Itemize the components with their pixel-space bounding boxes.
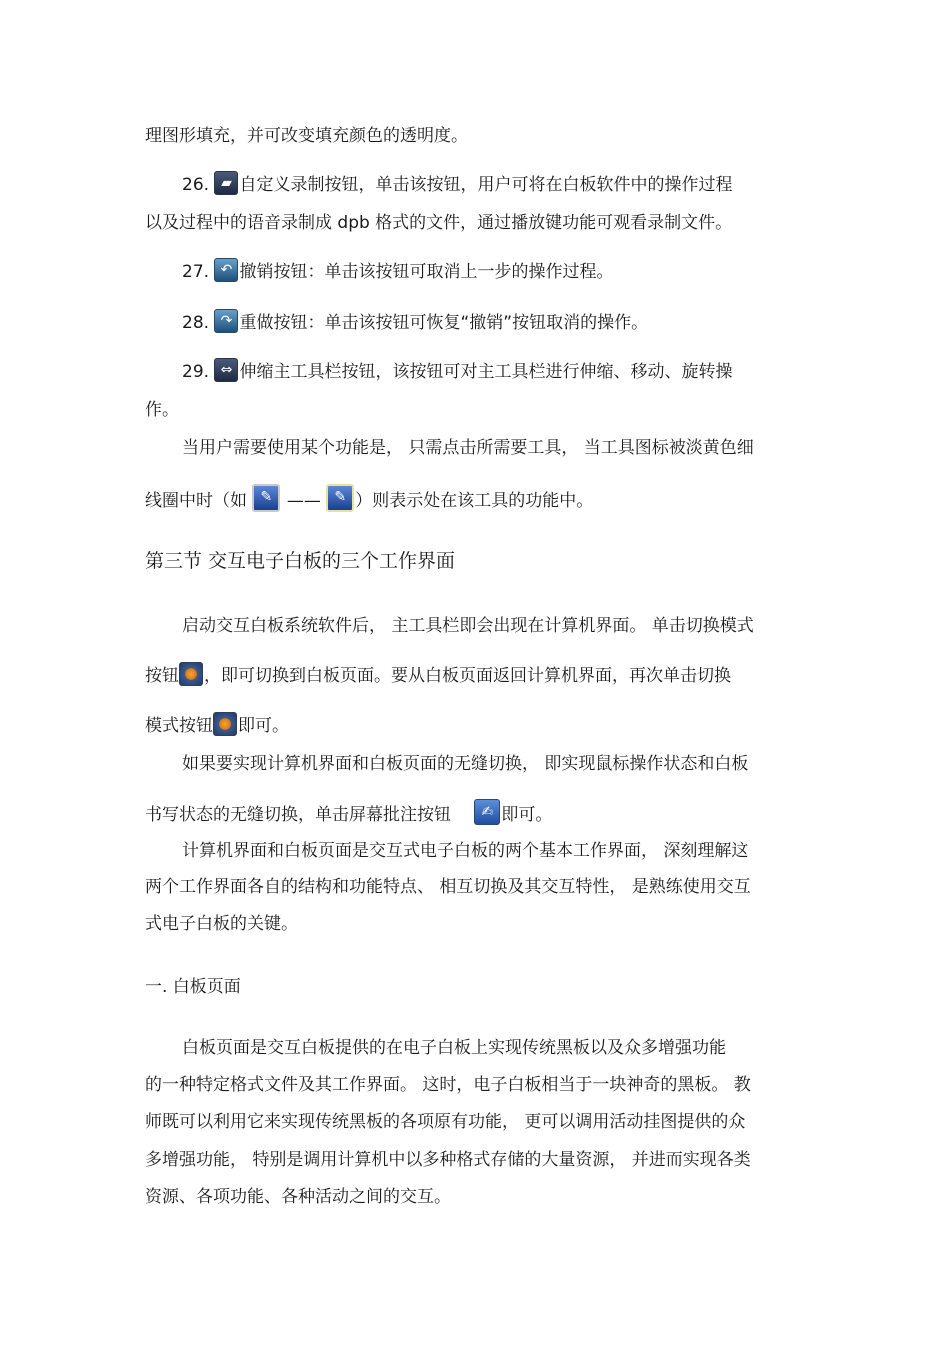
item-text: 重做按钮：单击该按钮可恢复“撤销”按钮取消的操作。 (239, 313, 649, 333)
text-line: 师既可以利用它来实现传统黑板的各项原有功能， 更可以调用活动挂图提供的众 (145, 1112, 746, 1132)
text-line: 如果要实现计算机界面和白板页面的无缝切换， 即实现鼠标操作状态和白板 (182, 754, 749, 774)
item-number: 27. (182, 262, 210, 282)
text-line: 作。 (145, 400, 179, 420)
item-text: 撤销按钮：单击该按钮可取消上一步的操作过程。 (239, 262, 614, 282)
item-number: 29. (182, 362, 210, 382)
text-line: 两个工作界面各自的结构和功能特点、 相互切换及其交互特性， 是熟练使用交互 (145, 877, 751, 897)
pen-tool-selected-icon: ✎ (326, 484, 354, 512)
undo-icon[interactable]: ↶ (214, 258, 238, 282)
text-fragment: 即可。 (501, 805, 553, 825)
screen-annotation-icon[interactable]: ✍ (474, 799, 500, 825)
text-fragment: ，即可切换到白板页面。要从白板页面返回计算机界面，再次单击切换 (204, 666, 731, 686)
text-line (145, 662, 731, 688)
list-item-27 (182, 258, 613, 284)
switch-mode-icon[interactable] (179, 662, 203, 686)
text-fragment: —— (286, 491, 321, 511)
text-fragment: 即可。 (238, 716, 289, 736)
text-line: 以及过程中的语音录制成 dpb 格式的文件，通过播放键功能可观看录制文件。 (145, 213, 733, 233)
list-item-26 (182, 171, 732, 197)
item-text: 自定义录制按钮，单击该按钮，用户可将在白板软件中的操作过程 (239, 175, 733, 195)
text-line (145, 799, 552, 827)
pen-tool-icon: ✎ (252, 484, 280, 512)
text-fragment: 书写状态的无缝切换，单击屏幕批注按钮 (145, 805, 451, 825)
text-line: 理图形填充，并可改变填充颜色的透明度。 (145, 126, 468, 146)
text-line (145, 484, 593, 513)
text-line: 多增强功能， 特别是调用计算机中以多种格式存储的大量资源， 并进而实现各类 (145, 1150, 751, 1170)
section-heading: 第三节 交互电子白板的三个工作界面 (145, 550, 456, 572)
text-line (145, 712, 289, 738)
text-fragment: ）则表示处在该工具的功能中。 (355, 491, 594, 511)
text-line: 计算机界面和白板页面是交互式电子白板的两个基本工作界面， 深刻理解这 (182, 841, 749, 861)
text-line: 式电子白板的关键。 (145, 914, 298, 934)
item-number: 28. (182, 313, 210, 333)
text-fragment: 线圈中时（如 (145, 491, 247, 511)
text-line: 资源、各项功能、各种活动之间的交互。 (145, 1187, 451, 1207)
item-number: 26. (182, 175, 210, 195)
text-line: 的一种特定格式文件及其工作界面。 这时，电子白板相当于一块神奇的黑板。 教 (145, 1075, 751, 1095)
text-fragment: 按钮 (145, 666, 179, 686)
switch-mode-icon[interactable] (213, 712, 237, 736)
toolbar-collapse-icon[interactable]: ⇔ (214, 358, 238, 382)
item-text: 伸缩主工具栏按钮，该按钮可对主工具栏进行伸缩、移动、旋转操 (239, 362, 733, 382)
list-item-29 (182, 358, 732, 384)
text-fragment: 模式按钮 (145, 716, 213, 736)
redo-icon[interactable]: ↷ (214, 309, 238, 333)
text-line: 当用户需要使用某个功能是， 只需点击所需要工具， 当工具图标被淡黄色细 (182, 438, 754, 458)
subsection-heading: 一. 白板页面 (145, 977, 241, 997)
record-icon[interactable]: ▰ (214, 171, 238, 195)
text-line: 启动交互白板系统软件后， 主工具栏即会出现在计算机界面。 单击切换模式 (182, 616, 754, 636)
text-line: 白板页面是交互白板提供的在电子白板上实现传统黑板以及众多增强功能 (182, 1038, 726, 1058)
list-item-28 (182, 309, 648, 335)
